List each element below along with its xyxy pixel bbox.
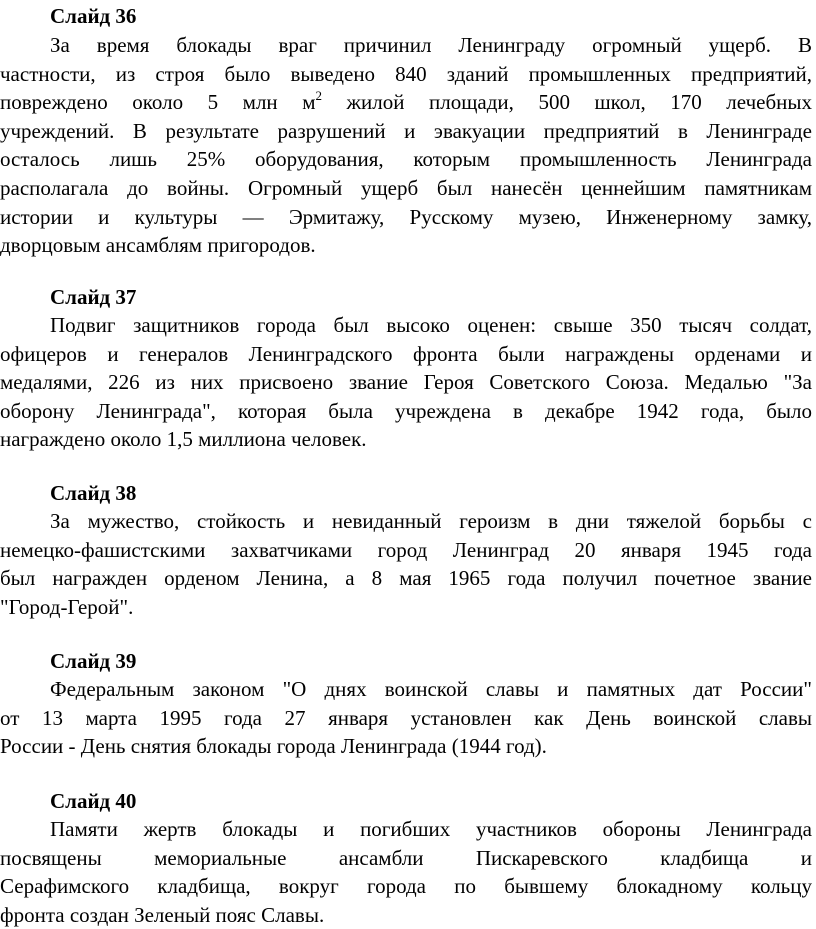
text-line: немецко-фашистскими захватчиками город Ленинград 20 января 1945 года [0, 537, 812, 562]
slide-38-text [0, 507, 812, 621]
slide-37-title: Слайд 37 [50, 285, 137, 309]
text-line: награждено около 1,5 миллиона человек. [0, 427, 367, 452]
slide-36-title: Слайд 36 [50, 4, 137, 28]
slide-38-title: Слайд 38 [50, 481, 137, 505]
text-line: офицеров и генералов Ленинградского фронта были награждены орденами и [0, 341, 812, 366]
text-fragment: жилой площади, 500 школ, 170 лечебных [322, 90, 812, 115]
text-line: от 13 марта 1995 года 27 января установлен как День воинской славы [0, 705, 812, 730]
text-line: истории и культуры — Эрмитажу, Русскому музею, Инженерному замку, [0, 204, 812, 229]
text-line [0, 88, 812, 117]
text-line: осталось лишь 25% оборудования, которым промышленность Ленинграда [0, 147, 812, 172]
text-line: За мужество, стойкость и невиданный героизм в дни тяжелой борьбы с [50, 509, 812, 533]
text-line: фронта создан Зеленый пояс Славы. [0, 902, 325, 927]
superscript: 2 [315, 88, 322, 104]
text-line: медалями, 226 из них присвоено звание Героя Советского Союза. Медалью "За [0, 370, 812, 395]
slide-40-title: Слайд 40 [50, 789, 137, 813]
slide-40-text [0, 815, 812, 929]
text-line: частности, из строя было выведено 840 зданий промышленных предприятий, [0, 61, 812, 86]
text-fragment: повреждено около 5 млн м [0, 90, 316, 115]
text-line: Подвиг защитников города был высоко оценен: свыше 350 тысяч солдат, [50, 313, 812, 337]
text-line: был награжден орденом Ленина, а 8 мая 1965 года получил почетное звание [0, 566, 812, 591]
text-line: "Город-Герой". [0, 594, 134, 619]
slide-37-text [0, 311, 812, 454]
text-line: располагала до войны. Огромный ущерб был нанесён ценнейшим памятникам [0, 175, 812, 200]
slide-36-text [0, 31, 812, 260]
slide-39-title: Слайд 39 [50, 649, 137, 673]
slide-39-text [0, 675, 812, 761]
text-line: учреждений. В результате разрушений и эвакуации предприятий в Ленинграде [0, 118, 812, 143]
text-line: посвящены мемориальные ансамбли Пискаревского кладбища и [0, 845, 812, 870]
text-line: За время блокады враг причинил Ленинграду огромный ущерб. В [50, 33, 812, 57]
text-line: дворцовым ансамблям пригородов. [0, 233, 316, 258]
text-line: Памяти жертв блокады и погибших участников обороны Ленинграда [50, 817, 812, 841]
text-line: Серафимского кладбища, вокруг города по бывшему блокадному кольцу [0, 874, 812, 899]
text-line: Федеральным законом "О днях воинской славы и памятных дат России" [50, 677, 812, 701]
text-line: России - День снятия блокады города Ленинграда (1944 год). [0, 734, 547, 759]
text-line: оборону Ленинграда", которая была учреждена в декабре 1942 года, было [0, 398, 812, 423]
